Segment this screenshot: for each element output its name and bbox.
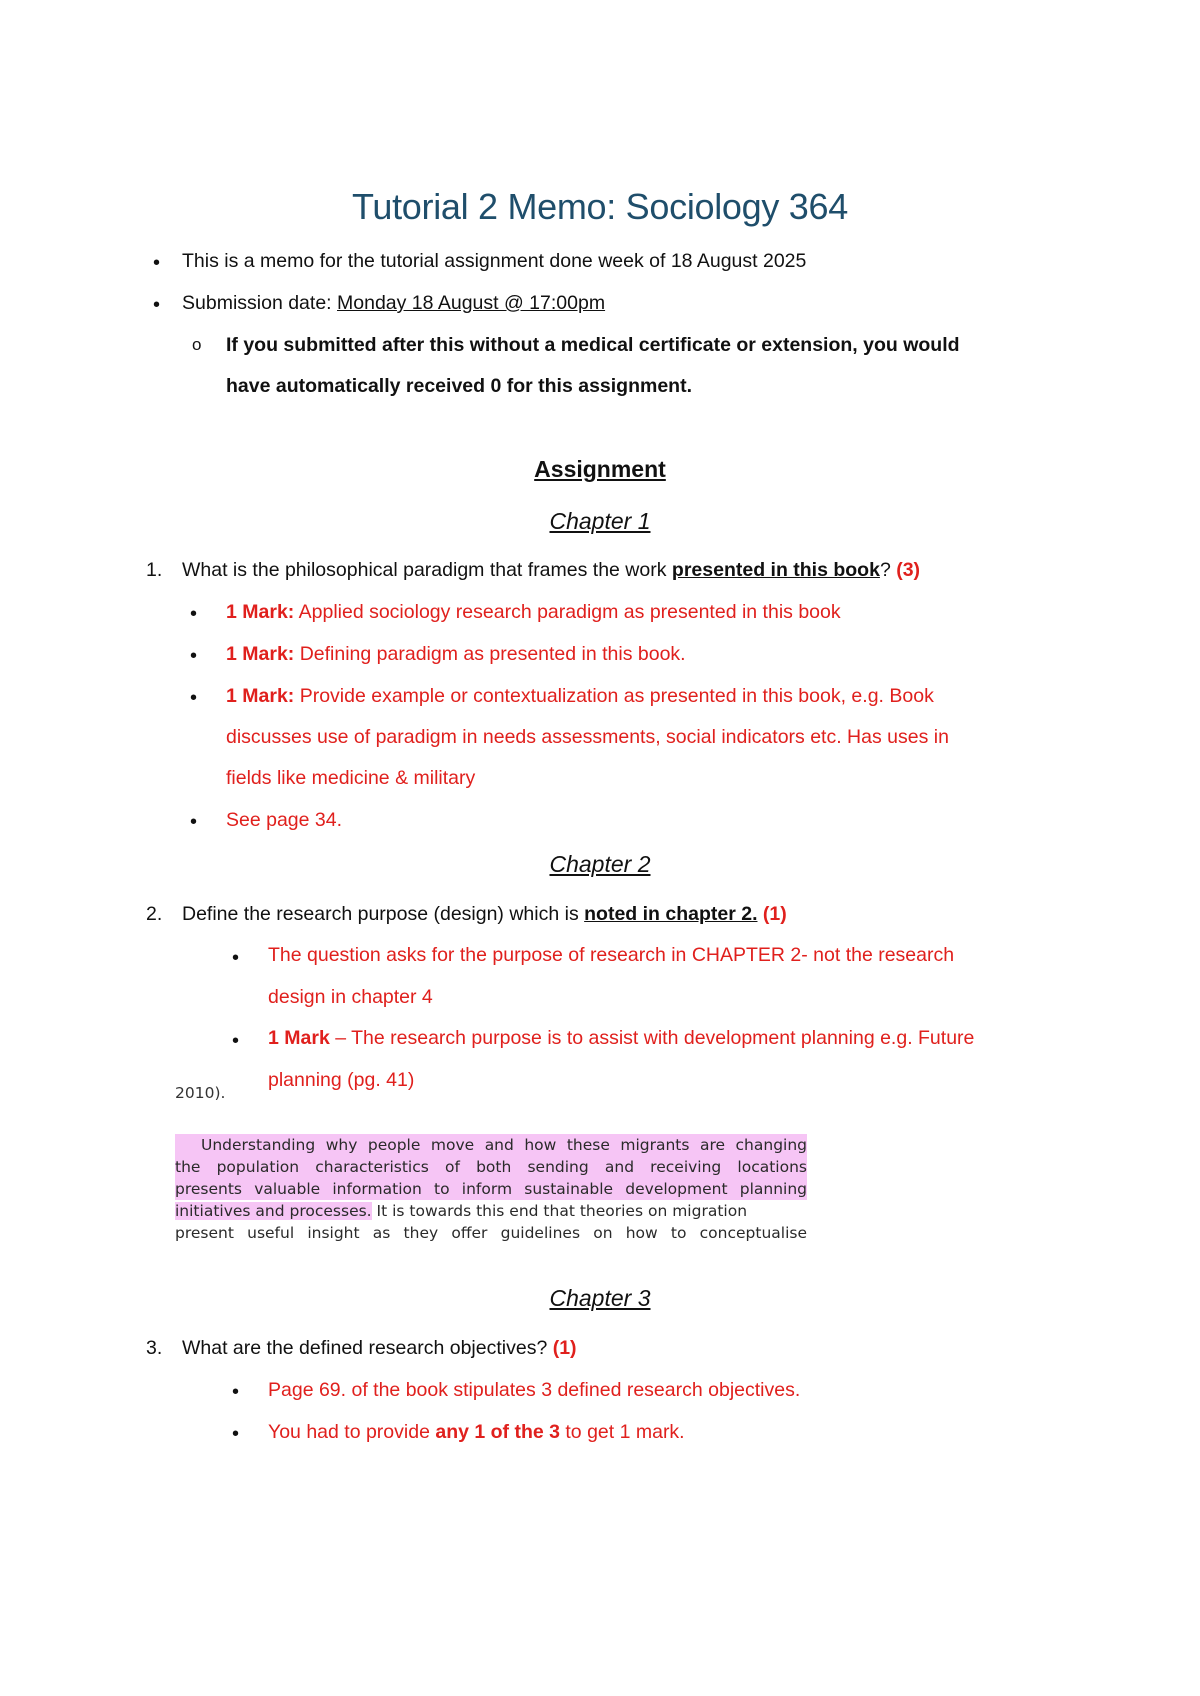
excerpt-highlight: initiatives and processes.: [175, 1202, 372, 1220]
question-3-marks: (1): [552, 1337, 577, 1359]
bullet-dot: •: [232, 1423, 240, 1445]
ch1-answer-4: See page 34.: [226, 809, 343, 831]
question-3-number: 3.: [146, 1337, 163, 1359]
question-2-marks: (1): [757, 903, 787, 925]
bullet-dot: •: [190, 687, 198, 709]
intro-bullet-text: This is a memo for the tutorial assignment done week of 18 August 2025: [182, 250, 807, 272]
mark-label: 1 Mark:: [226, 643, 295, 665]
excerpt-highlight: Understanding why people move and how these migrants are changing: [175, 1134, 807, 1156]
ch3-answer-2: [268, 1411, 685, 1453]
assignment-heading: Assignment: [534, 456, 666, 482]
bullet-dot: •: [232, 1030, 240, 1052]
page-title: Tutorial 2 Memo: Sociology 364: [352, 186, 848, 227]
bullet-dot: •: [190, 645, 198, 667]
question-2: [182, 893, 787, 935]
ch2-answer-2-line-2: planning (pg. 41): [268, 1069, 415, 1091]
mark-label: 1 Mark: [268, 1027, 330, 1049]
chapter-1-heading: Chapter 1: [549, 508, 651, 534]
bullet-dot: •: [153, 252, 161, 274]
question-1-text: What is the philosophical paradigm that frames the work: [182, 559, 672, 581]
mark-text: – The research purpose is to assist with development planning e.g. Future: [329, 1027, 975, 1049]
ch2-answer-2-line-1: [268, 1018, 1060, 1059]
question-1-after: ?: [879, 559, 897, 581]
mark-label: 1 Mark:: [226, 685, 295, 707]
mark-label: 1 Mark:: [226, 601, 295, 623]
question-3-text: What are the defined research objectives?: [182, 1337, 553, 1359]
excerpt-line-2: the population characteristics of both sending and receiving locations: [175, 1158, 807, 1176]
answer-text: to get 1 mark.: [559, 1421, 685, 1443]
ch1-answer-1: [226, 591, 841, 633]
ch1-answer-3-line-3: fields like medicine & military: [226, 767, 476, 789]
bullet-dot: •: [232, 947, 240, 969]
ch2-answer-1-line-1: The question asks for the purpose of research in CHAPTER 2- not the research: [268, 944, 955, 966]
question-2-text: Define the research purpose (design) which is: [182, 903, 585, 925]
ch1-answer-3-line-1: [226, 675, 934, 717]
excerpt-line-1: [175, 1134, 807, 1156]
excerpt-line-4: [175, 1200, 807, 1222]
question-1-emphasis: presented in this book: [671, 559, 880, 581]
chapter-3-heading: Chapter 3: [549, 1285, 651, 1311]
warning-line-1: If you submitted after this without a medical certificate or extension, you would: [226, 334, 960, 356]
book-excerpt-image: [175, 1084, 807, 1242]
question-3: [182, 1327, 577, 1369]
question-2-emphasis: noted in chapter 2.: [584, 903, 758, 925]
submission-label: Submission date:: [182, 292, 338, 314]
ch1-answer-3-line-2: discusses use of paradigm in needs assessments, social indicators etc. Has uses in: [226, 726, 949, 748]
ch2-answer-1-line-2: design in chapter 4: [268, 986, 433, 1008]
excerpt-cut-line: 2010).: [175, 1084, 226, 1102]
excerpt-plain: It is towards this end that theories on migration: [371, 1202, 748, 1220]
answer-emphasis: any 1 of the 3: [435, 1421, 560, 1443]
submission-date: Monday 18 August @ 17:00pm: [337, 292, 606, 314]
warning-line-2: have automatically received 0 for this assignment.: [226, 375, 693, 397]
mark-text: Defining paradigm as presented in this book.: [294, 643, 686, 665]
ch1-answer-2: [226, 633, 686, 675]
question-1-number: 1.: [146, 559, 163, 581]
excerpt-line-3: presents valuable information to inform sustainable development planning: [175, 1180, 807, 1198]
mark-text: Provide example or contextualization as presented in this book, e.g. Book: [294, 685, 934, 707]
question-2-number: 2.: [146, 903, 163, 925]
excerpt-line-5: present useful insight as they offer guidelines on how to conceptualise: [175, 1224, 807, 1242]
mark-text: Applied sociology research paradigm as presented in this book: [294, 601, 841, 623]
submission-line: [182, 282, 605, 324]
bullet-dot: •: [153, 294, 161, 316]
bullet-dot: •: [190, 603, 198, 625]
sub-bullet-marker: o: [192, 335, 202, 354]
bullet-dot: •: [232, 1381, 240, 1403]
answer-text: You had to provide: [268, 1421, 436, 1443]
chapter-2-heading: Chapter 2: [549, 851, 651, 877]
question-1: [182, 549, 920, 591]
question-1-marks: (3): [896, 559, 921, 581]
ch3-answer-1: Page 69. of the book stipulates 3 defined research objectives.: [268, 1379, 801, 1401]
bullet-dot: •: [190, 811, 198, 833]
